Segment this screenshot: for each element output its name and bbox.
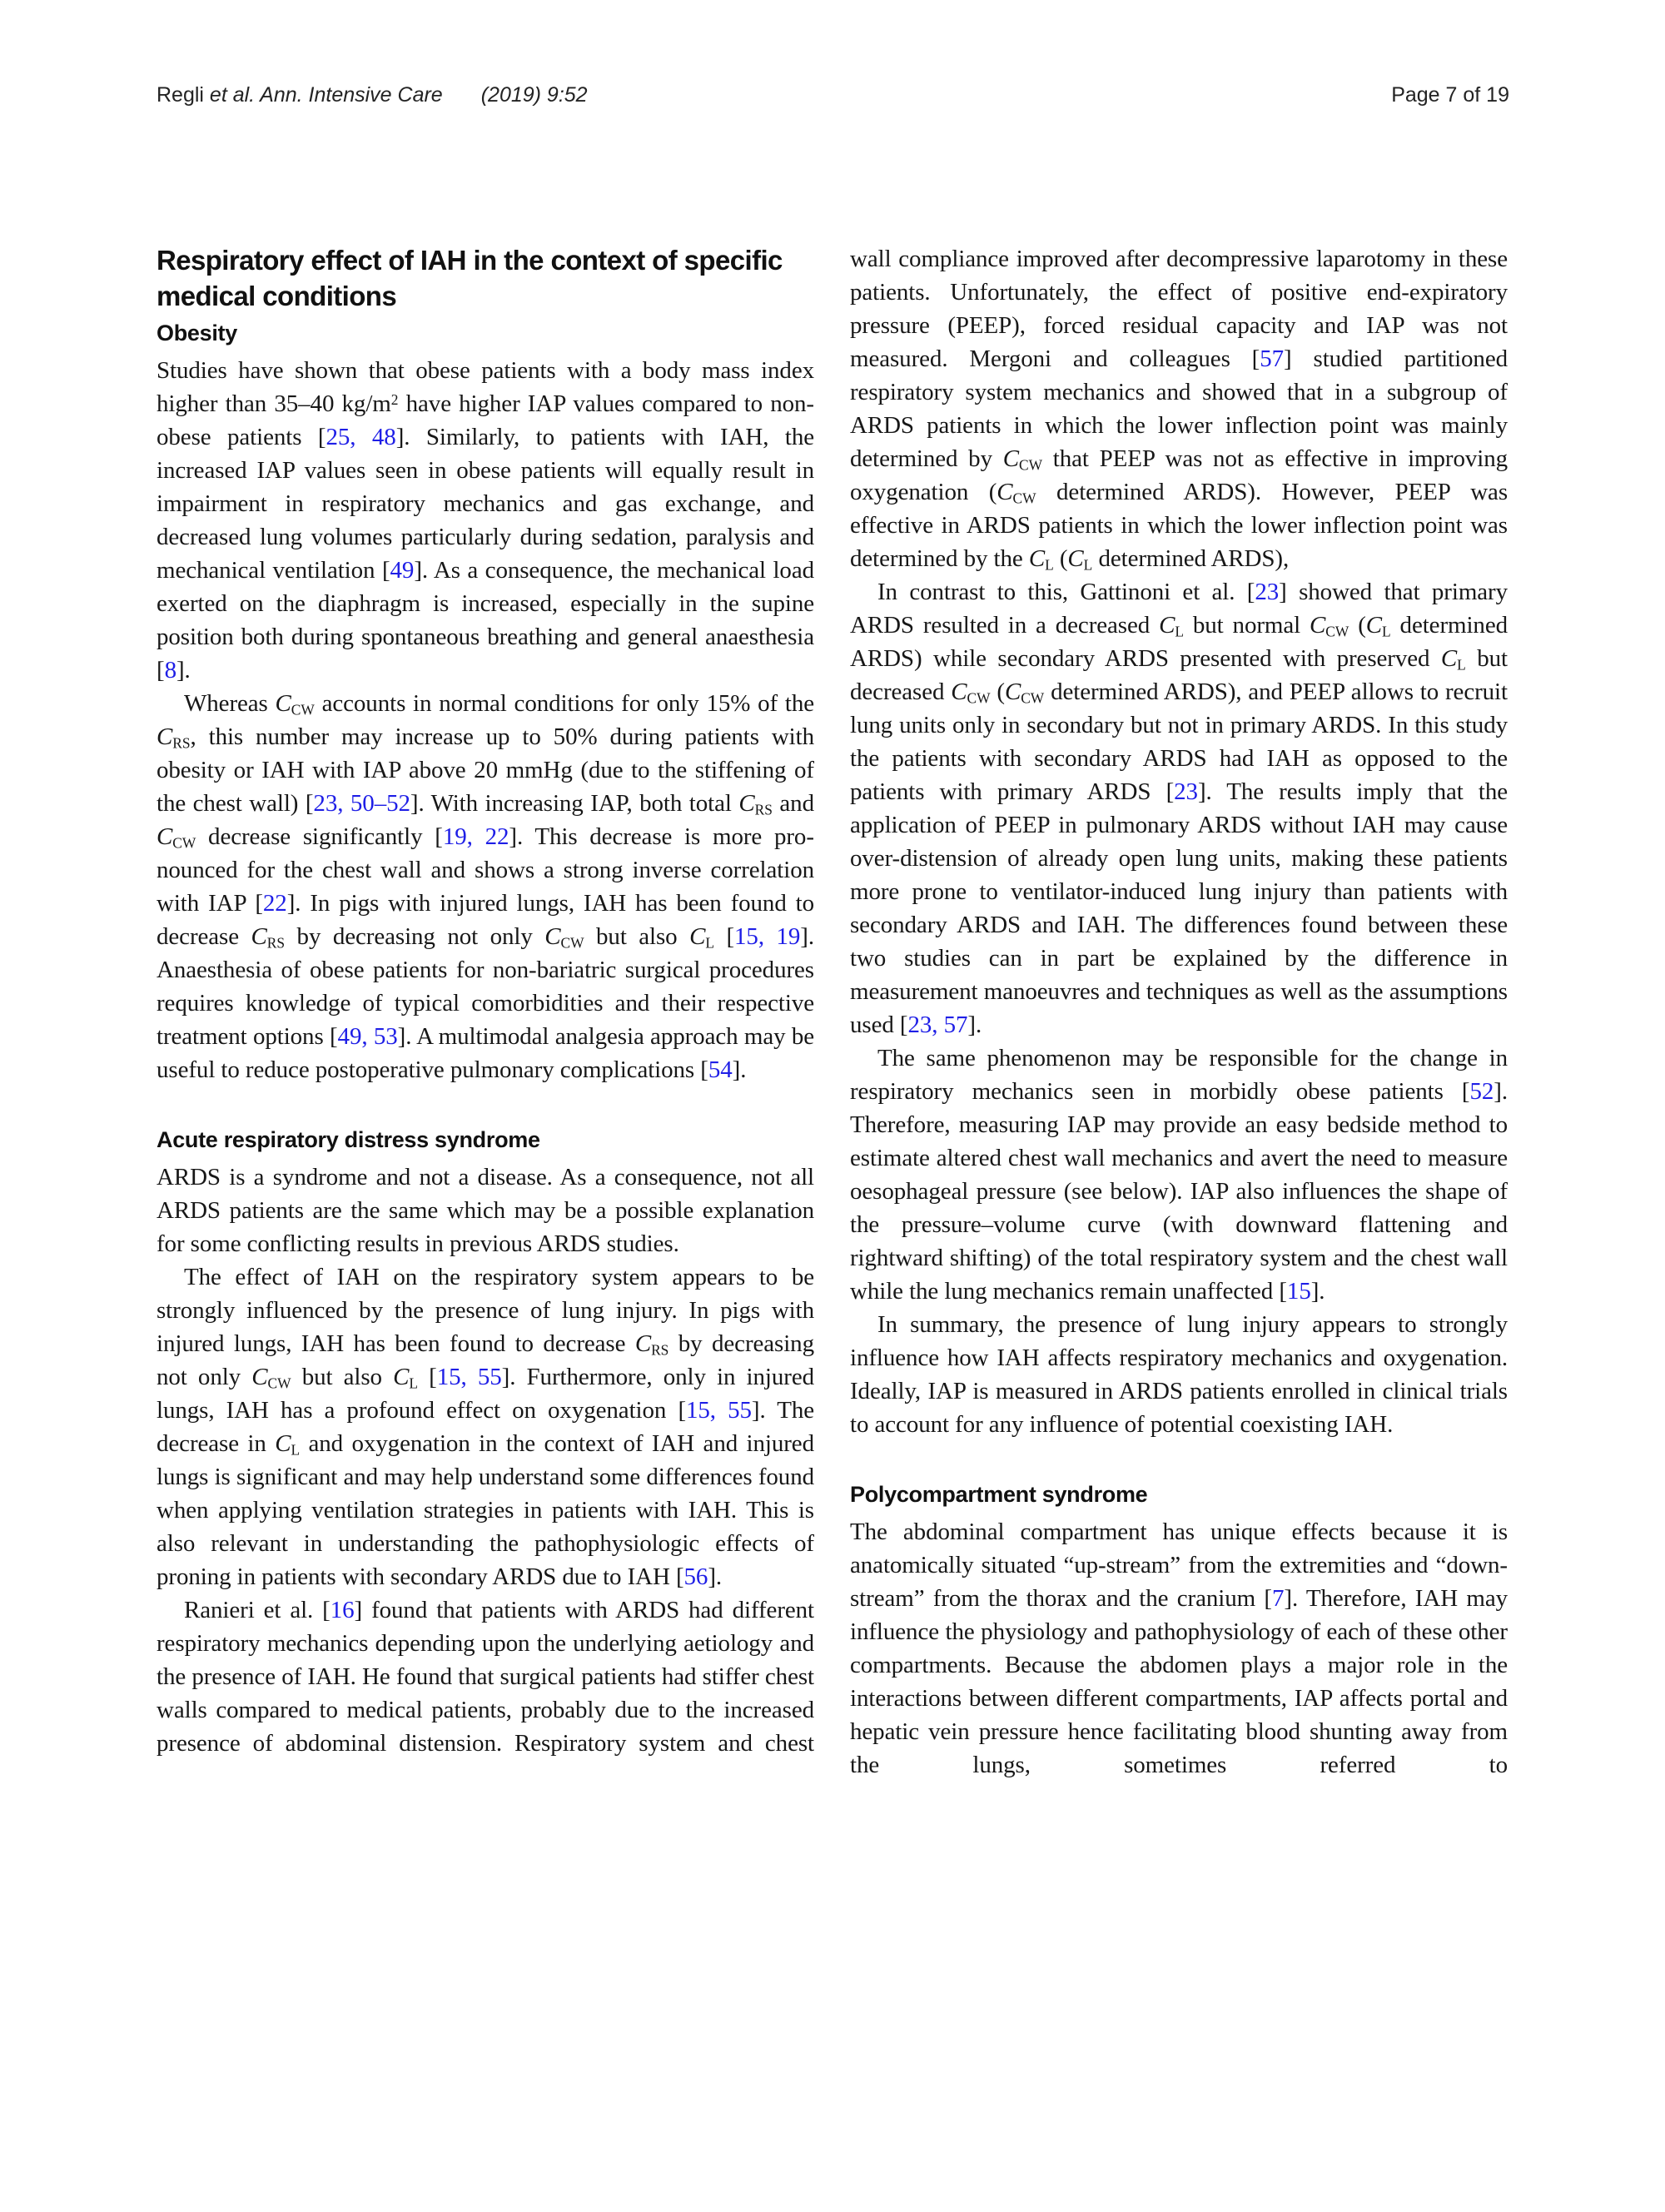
citation-link[interactable]: 15, 55	[436, 1364, 502, 1390]
compliance-symbol: $C_{CW}$	[1310, 612, 1349, 640]
body-paragraph: The same phenomenon may be responsible for the change in respiratory mechanics seen in morbidly obese patients [52]. Therefore, measuring IAP may provide an easy bedside method to estimate altered chest wall mechanics and avert the need to measure oesophageal pressure (see below). IAP also influences the shape of the pressure–volume curve (with downward flattening and rightward shifting) of the total respiratory system and the chest wall while the lung mechanics remain unaffected [15].	[850, 1045, 1508, 1305]
body-paragraph: In contrast to this, Gattinoni et al. [23] showed that primary ARDS resulted in a decreased $C_L$ but normal $C_{CW}$ ($C_L$ determined ARDS) while secondary ARDS presented with preserved $C_L$ but decreased $C_{CW}$ ($C_{CW}$ determined ARDS), and PEEP allows to recruit lung units only in secondary but not in primary ARDS. In this study the patients with secondary ARDS had IAH as opposed to the patients with primary ARDS [23]. The results imply that the application of PEEP in pulmonary ARDS without IAH may cause over-distension of already open lung units, making these patients more prone to ventilator-induced lung injury than patients with secondary ARDS and IAH. The differences found between these two studies can in part be explained by the difference in measurement manoeuvres and techniques as well as the assumptions used [23, 57].	[850, 579, 1508, 1038]
body-paragraph: Studies have shown that obese patients with a body mass index higher than 35–40 $kg/m^2$ have higher IAP values compared to non-obese patients [25, 48]. Similarly, to patients with IAH, the increased IAP values seen in obese patients will equally result in impairment in respiratory mechanics and gas exchange, and decreased lung volumes particularly during sedation, paralysis and mechanical ventilation [49]. As a consequence, the mechanical load exerted on the diaphragm is increased, especially in the supine position both during spontaneous breathing and general anaesthesia [8].	[157, 357, 815, 683]
body-paragraph: Whereas $C_{CW}$ accounts in normal conditions for only 15% of the $C_{RS}$, this number may increase up to 50% during patients with obesity or IAH with IAP above 20 mmHg (due to the stiffening of the chest wall) [23, 50–52]. With increasing IAP, both total $C_{RS}$ and $C_{CW}$ decrease significantly [19, 22]. This decrease is more pronounced for the chest wall and shows a strong inverse correlation with IAP [22]. In pigs with injured lungs, IAH has been found to decrease $C_{RS}$ by decreasing not only $C_{CW}$ but also $C_L$ [15, 19]. Anaesthesia of obese patients for non-bariatric surgical procedures requires knowledge of typical comorbidities and their respective treatment options [49, 53]. A multimodal analgesia approach may be useful to reduce postoperative pulmonary complications [54].	[157, 690, 814, 1083]
running-head-authors: Regli	[157, 83, 204, 107]
running-head	[157, 82, 588, 107]
section-heading: Respiratory effect of IAH in the context of specific medical conditions	[157, 245, 783, 311]
citation-link[interactable]: 57	[1260, 345, 1285, 372]
citation-link[interactable]: 7	[1271, 1585, 1285, 1612]
citation-link[interactable]: 22	[262, 890, 287, 917]
column-right	[850, 242, 1508, 1782]
compliance-symbol: $C_{CW}$	[544, 923, 584, 952]
citation-link[interactable]: 16	[330, 1597, 355, 1623]
superscript: 2	[390, 391, 399, 409]
citation-link[interactable]: 23	[1174, 778, 1198, 805]
compliance-symbol: $C_L$	[275, 1430, 301, 1459]
subsection-heading: Acute respiratory distress syndrome	[157, 1127, 540, 1152]
running-head-issue: (2019) 9:52	[480, 83, 588, 107]
page-header	[157, 82, 1509, 107]
body-paragraph: The abdominal compartment has unique effects because it is anatomically situated “up-stream” from the extremities and “down-stream” from the thorax and the cranium [7]. Therefore, IAH may influence the physiology and pathophysiology of each of these other compartments. Because the abdomen plays a major role in the interactions between different compartments, IAP affects portal and hepatic vein pressure hence facilitating blood shunting away from the lungs, sometimes referred to	[850, 1519, 1508, 1778]
compliance-symbol: $C_L$	[1028, 545, 1054, 574]
citation-link[interactable]: 15, 55	[686, 1397, 752, 1424]
body-paragraph: Ranieri et al. [16] found that patients with ARDS had different respiratory mechanics depending upon the underlying aetiology and the presence of IAH. He found that surgical patients had stiffer chest walls compared to medical patients, probably due to the increased presence of abdominal distension. Respiratory system and chest	[157, 1597, 815, 1757]
compliance-symbol: $C_{CW}$	[951, 679, 991, 707]
column-left	[157, 242, 814, 1760]
compliance-symbol: $C_{RS}$	[157, 723, 191, 752]
subsection-heading: Obesity	[157, 321, 237, 345]
compliance-symbol: $C_{RS}$	[251, 923, 286, 952]
compliance-symbol: $C_L$	[1067, 545, 1093, 574]
citation-link[interactable]: 23, 50–52	[313, 790, 410, 817]
compliance-symbol: $C_{CW}$	[251, 1364, 291, 1392]
running-head-journal: et al. Ann. Intensive Care	[203, 83, 443, 107]
compliance-symbol: $C_{CW}$	[275, 690, 315, 718]
citation-link[interactable]: 23	[1255, 579, 1280, 605]
compliance-symbol: $C_{CW}$	[1002, 445, 1042, 474]
page-number-label: Page 7 of 19	[1391, 83, 1509, 107]
subsection-heading: Polycompartment syndrome	[850, 1482, 1148, 1507]
citation-link[interactable]: 19, 22	[442, 823, 509, 850]
citation-link[interactable]: 8	[164, 657, 176, 683]
compliance-symbol: $C_{CW}$	[997, 479, 1036, 507]
citation-link[interactable]: 49	[390, 557, 415, 584]
body-paragraph: In summary, the presence of lung injury appears to strongly influence how IAH affects respiratory mechanics and oxygenation. Ideally, IAP is measured in ARDS patients enrolled in clinical trials to account for any influence of potential coexisting IAH.	[850, 1311, 1508, 1438]
compliance-symbol: $C_L$	[1365, 612, 1391, 640]
compliance-symbol: $C_L$	[393, 1364, 418, 1392]
citation-link[interactable]: 15, 19	[734, 923, 801, 950]
citation-link[interactable]: 56	[683, 1563, 708, 1590]
compliance-symbol: $C_L$	[1440, 645, 1466, 674]
citation-link[interactable]: 25, 48	[326, 424, 396, 450]
citation-link[interactable]: 49, 53	[337, 1023, 398, 1050]
compliance-symbol: $C_{CW}$	[157, 823, 196, 852]
compliance-symbol: $C_{RS}$	[738, 790, 773, 818]
compliance-symbol: $C_L$	[1159, 612, 1184, 640]
citation-link[interactable]: 23, 57	[907, 1012, 968, 1038]
compliance-symbol: $C_{RS}$	[634, 1330, 669, 1359]
citation-link[interactable]: 52	[1469, 1078, 1494, 1105]
body-paragraph: ARDS is a syndrome and not a disease. As a consequence, not all ARDS patients are the same which may be a possible explanation for some conflicting results in previous ARDS studies.	[157, 1164, 814, 1257]
body-paragraph: The effect of IAH on the respiratory system appears to be strongly influenced by the presence of lung injury. In pigs with injured lungs, IAH has been found to decrease $C_{RS}$ by decreasing not only $C_{CW}$ but also $C_L$ [15, 55]. Furthermore, only in injured lungs, IAH has a profound effect on oxygenation [15, 55]. The decrease in $C_L$ and oxygenation in the context of IAH and injured lungs is significant and may help understand some differences found when applying ventilation strategies in patients with IAH. This is also relevant in understanding the pathophysiologic effects of proning in patients with secondary ARDS due to IAH [56].	[157, 1264, 815, 1590]
body-paragraph: wall compliance improved after decompressive laparotomy in these patients. Unfortunately, the effect of positive end-expiratory pressure (PEEP), forced residual capacity and IAP was not measured. Mergoni and colleagues [57] studied partitioned respiratory system mechanics and showed that in a subgroup of ARDS patients in which the lower inflection point was mainly determined by $C_{CW}$ that PEEP was not as effective in improving oxygenation ($C_{CW}$ determined ARDS). However, PEEP was effective in ARDS patients in which the lower inflection point was determined by the $C_L$ ($C_L$ determined ARDS),	[850, 246, 1508, 574]
compliance-symbol: $C_L$	[689, 923, 714, 952]
citation-link[interactable]: 54	[708, 1056, 733, 1083]
citation-link[interactable]: 15	[1286, 1278, 1311, 1305]
compliance-symbol: $C_{CW}$	[1004, 679, 1045, 707]
